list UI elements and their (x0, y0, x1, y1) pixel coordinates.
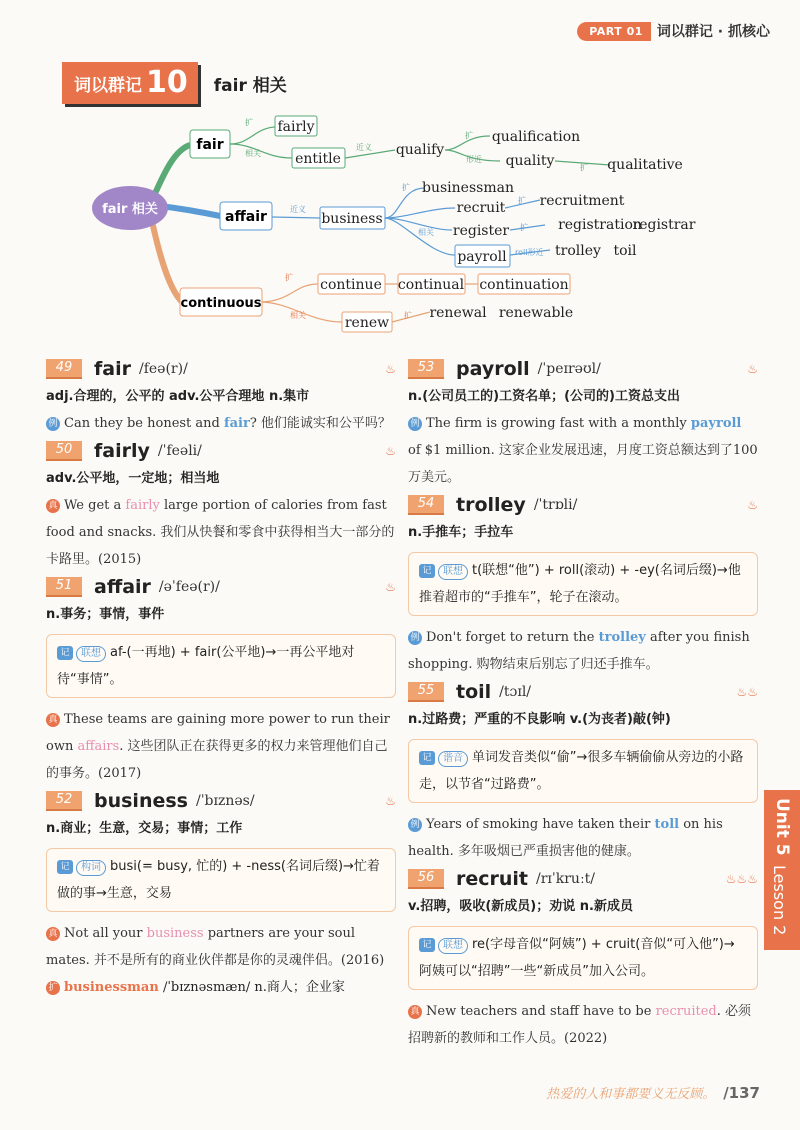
entry-example: 例 The firm is growing fast with a monthly payroll of $1 million. 这家企业发展迅速，月度工资总额达到了100万美元。 (408, 416, 758, 485)
entry-number: 54 (408, 495, 444, 515)
entry-example: 例 Years of smoking have taken their toll on his health. 多年吸烟已严重损害他的健康。 (408, 817, 723, 859)
entry-phonetic: /tɔɪl/ (499, 683, 532, 700)
page-number: /137 (723, 1084, 760, 1102)
node-qualitative: qualitative (607, 157, 683, 173)
memory-icon: 记 (419, 751, 435, 765)
entry-definition: n.(公司员工的)工资名单；(公司的)工资总支出 (408, 389, 680, 404)
section-subtitle: fair 相关 (213, 75, 287, 96)
node-continuation: continuation (479, 277, 569, 293)
tag-jinyi-1: 近义 (356, 143, 372, 152)
entry-number: 53 (408, 359, 444, 379)
memory-icon: 记 (57, 646, 73, 660)
entry-phonetic: /feə(r)/ (138, 360, 188, 377)
node-quality: quality (505, 153, 555, 169)
right-column (408, 355, 758, 1052)
entry-definition: n.手推车；手拉车 (408, 525, 514, 540)
tag-jinyi-2: 近义 (290, 205, 306, 214)
page-header (577, 20, 800, 42)
lesson-label: Lesson 2 (770, 865, 789, 936)
entry-phonetic: /ˈbɪznəs/ (195, 792, 255, 809)
memory-box: 记 联想 t(联想“他”) + roll(滚动) + -ey(名词后缀)→他推着超市的“手推车”，轮子在滚动。 (408, 552, 758, 616)
flame-icon: ♨♨♨ (725, 871, 758, 886)
page-footer (546, 1083, 760, 1102)
entry-example: 真 These teams are gaining more power to run their own affairs. 这些团队正在获得更多的权力来管理他们自己的事务。(2017) (46, 712, 390, 781)
section-title (62, 62, 287, 104)
memory-tag: 联想 (438, 938, 468, 954)
node-recruitment: recruitment (539, 193, 625, 209)
exam-icon: 真 (46, 499, 60, 513)
entry-definition: n.商业；生意，交易；事情；工作 (46, 821, 243, 836)
entry-business (46, 787, 396, 1001)
node-registrar: registrar (632, 217, 696, 233)
entry-number: 49 (46, 359, 82, 379)
entry-number: 50 (46, 441, 82, 461)
entry-trolley (408, 491, 758, 678)
entry-payroll (408, 355, 758, 491)
left-column (46, 355, 396, 1001)
unit-label: Unit 5 (772, 798, 792, 856)
node-renewable: renewable (498, 305, 574, 321)
tag-xingjin: 形近 (466, 155, 482, 164)
exam-icon: 真 (46, 927, 60, 941)
tag-kuo-5: 扩 (518, 196, 526, 205)
flame-icon: ♨♨ (736, 684, 758, 699)
node-continue: continue (320, 277, 382, 293)
entry-number: 52 (46, 791, 82, 811)
node-recruit: recruit (456, 200, 506, 216)
flame-icon: ♨ (385, 793, 396, 808)
node-fairly: fairly (277, 119, 315, 135)
node-toil: toil (613, 243, 637, 259)
memory-icon: 记 (419, 564, 435, 578)
memory-icon: 记 (419, 938, 435, 952)
entry-word: business (94, 789, 188, 812)
flame-icon: ♨ (385, 443, 396, 458)
entry-word: recruit (456, 867, 529, 890)
entry-definition: adv.公平地，一定地；相当地 (46, 471, 220, 486)
branch-continuous: continuous (180, 296, 262, 311)
memory-box: 记 联想 re(字母音似“阿姨”) + cruit(音似“可入他”)→阿姨可以“招聘”一些“新成员”加入公司。 (408, 926, 758, 990)
extension-line: 扩 businessman /ˈbɪznəsmæn/ n.商人；企业家 (46, 974, 396, 1001)
entry-example: 真 New teachers and staff have to be recruited. 必须招聘新的教师和工作人员。(2022) (408, 1004, 752, 1046)
entry-fair (46, 355, 396, 437)
entry-recruit (408, 865, 758, 1052)
flame-icon: ♨ (385, 361, 396, 376)
exam-icon: 真 (408, 1005, 422, 1019)
node-businessman: businessman (422, 180, 514, 196)
entry-example: 例 Can they be honest and fair? 他们能诚实和公平吗？ (46, 410, 396, 437)
entry-number: 51 (46, 577, 82, 597)
entry-definition: n.过路费；严重的不良影响 v.(为丧者)敲(钟) (408, 712, 671, 727)
entry-definition: v.招聘，吸收(新成员)；劝说 n.新成员 (408, 899, 633, 914)
entry-definition: n.事务；事情，事件 (46, 607, 165, 622)
entry-word: fairly (94, 439, 150, 462)
node-qualify: qualify (395, 142, 445, 158)
entry-definition: adj.合理的，公平的 adv.公平合理地 n.集市 (46, 389, 310, 404)
example-icon: 例 (408, 631, 422, 645)
entry-word: trolley (456, 493, 526, 516)
example-icon: 例 (408, 417, 422, 431)
flame-icon: ♨ (747, 361, 758, 376)
tag-kuo-6: 扩 (520, 223, 528, 232)
footer-quote: 热爱的人和事都要义无反顾。 (546, 1087, 716, 1102)
memory-box: 记 谐音 单词发音类似“偷”→很多车辆偷偷从旁边的小路走，以节省“过路费”。 (408, 739, 758, 803)
exam-icon: 真 (46, 713, 60, 727)
entry-word: payroll (456, 357, 530, 380)
memory-tag: 谐音 (438, 751, 468, 767)
node-registration: registration (558, 217, 642, 233)
section-label: 词以群记 (74, 75, 142, 96)
extension-icon: 扩 (46, 981, 60, 995)
entry-example: 真 We get a fairly large portion of calories from fast food and snacks. 我们从快餐和零食中获得相当大一部分的卡路里。(2015) (46, 498, 395, 567)
branch-affair: affair (225, 209, 267, 225)
example-icon: 例 (46, 417, 60, 431)
mind-map (0, 100, 800, 340)
section-number: 10 (146, 65, 188, 100)
entry-number: 55 (408, 682, 444, 702)
node-continual: continual (397, 277, 465, 293)
node-payroll: payroll (457, 249, 507, 265)
node-register: register (452, 223, 510, 239)
entry-number: 56 (408, 869, 444, 889)
entry-phonetic: /əˈfeə(r)/ (158, 578, 220, 595)
flame-icon: ♨ (385, 579, 396, 594)
part-title: 词以群记 · 抓核心 (656, 24, 770, 40)
entry-phonetic: /ˈpeɪrəʊl/ (537, 360, 601, 377)
example-icon: 例 (408, 818, 422, 832)
entry-word: toil (456, 680, 492, 703)
tag-xiangguan-2: 相关 (418, 228, 434, 237)
branch-fair: fair (196, 137, 224, 153)
node-trolley: trolley (555, 243, 601, 259)
tag-roll: roll形近 (515, 248, 544, 257)
tag-kuo-1: 扩 (245, 118, 253, 127)
entry-fairly (46, 437, 396, 573)
root-text: fair 相关 (102, 202, 158, 217)
node-entitle: entitle (295, 151, 341, 167)
tag-kuo-8: 扩 (404, 311, 412, 320)
part-tag: PART 01 (577, 22, 651, 41)
entry-toll (408, 678, 758, 865)
entry-word: affair (94, 575, 151, 598)
entry-phonetic: /rɪˈkruːt/ (536, 870, 596, 887)
entry-phonetic: /ˈfeəli/ (157, 442, 202, 459)
node-renewal: renewal (429, 305, 487, 321)
tag-kuo-4: 扩 (402, 183, 410, 192)
section-label-box (62, 62, 198, 104)
memory-box: 记 联想 af-(一再地) + fair(公平地)→一再公平地对待“事情”。 (46, 634, 396, 698)
memory-box: 记 构词 busi(= busy, 忙的) + -ness(名词后缀)→忙着做的事→生意，交易 (46, 848, 396, 912)
memory-tag: 联想 (76, 646, 106, 662)
memory-icon: 记 (57, 860, 73, 874)
tag-kuo-2: 扩 (465, 131, 473, 140)
tag-kuo-3: 扩 (580, 163, 588, 172)
tag-kuo-7: 扩 (285, 273, 293, 282)
entry-word: fair (94, 357, 131, 380)
memory-tag: 构词 (76, 860, 106, 876)
entry-phonetic: /ˈtrɒli/ (533, 496, 578, 513)
node-renew: renew (344, 315, 390, 331)
entry-example: 真 Not all your business partners are your soul mates. 并不是所有的商业伙伴都是你的灵魂伴侣。(2016) (46, 926, 385, 968)
entry-example: 例 Don't forget to return the trolley after you finish shopping. 购物结束后别忘了归还手推车。 (408, 630, 750, 672)
entry-affair (46, 573, 396, 787)
node-business: business (321, 211, 383, 227)
tag-xiangguan-3: 相关 (290, 311, 306, 320)
unit-side-tab (764, 790, 800, 950)
node-qualification: qualification (491, 129, 581, 145)
memory-tag: 联想 (438, 564, 468, 580)
flame-icon: ♨ (747, 497, 758, 512)
tag-xiangguan-1: 相关 (245, 149, 261, 158)
